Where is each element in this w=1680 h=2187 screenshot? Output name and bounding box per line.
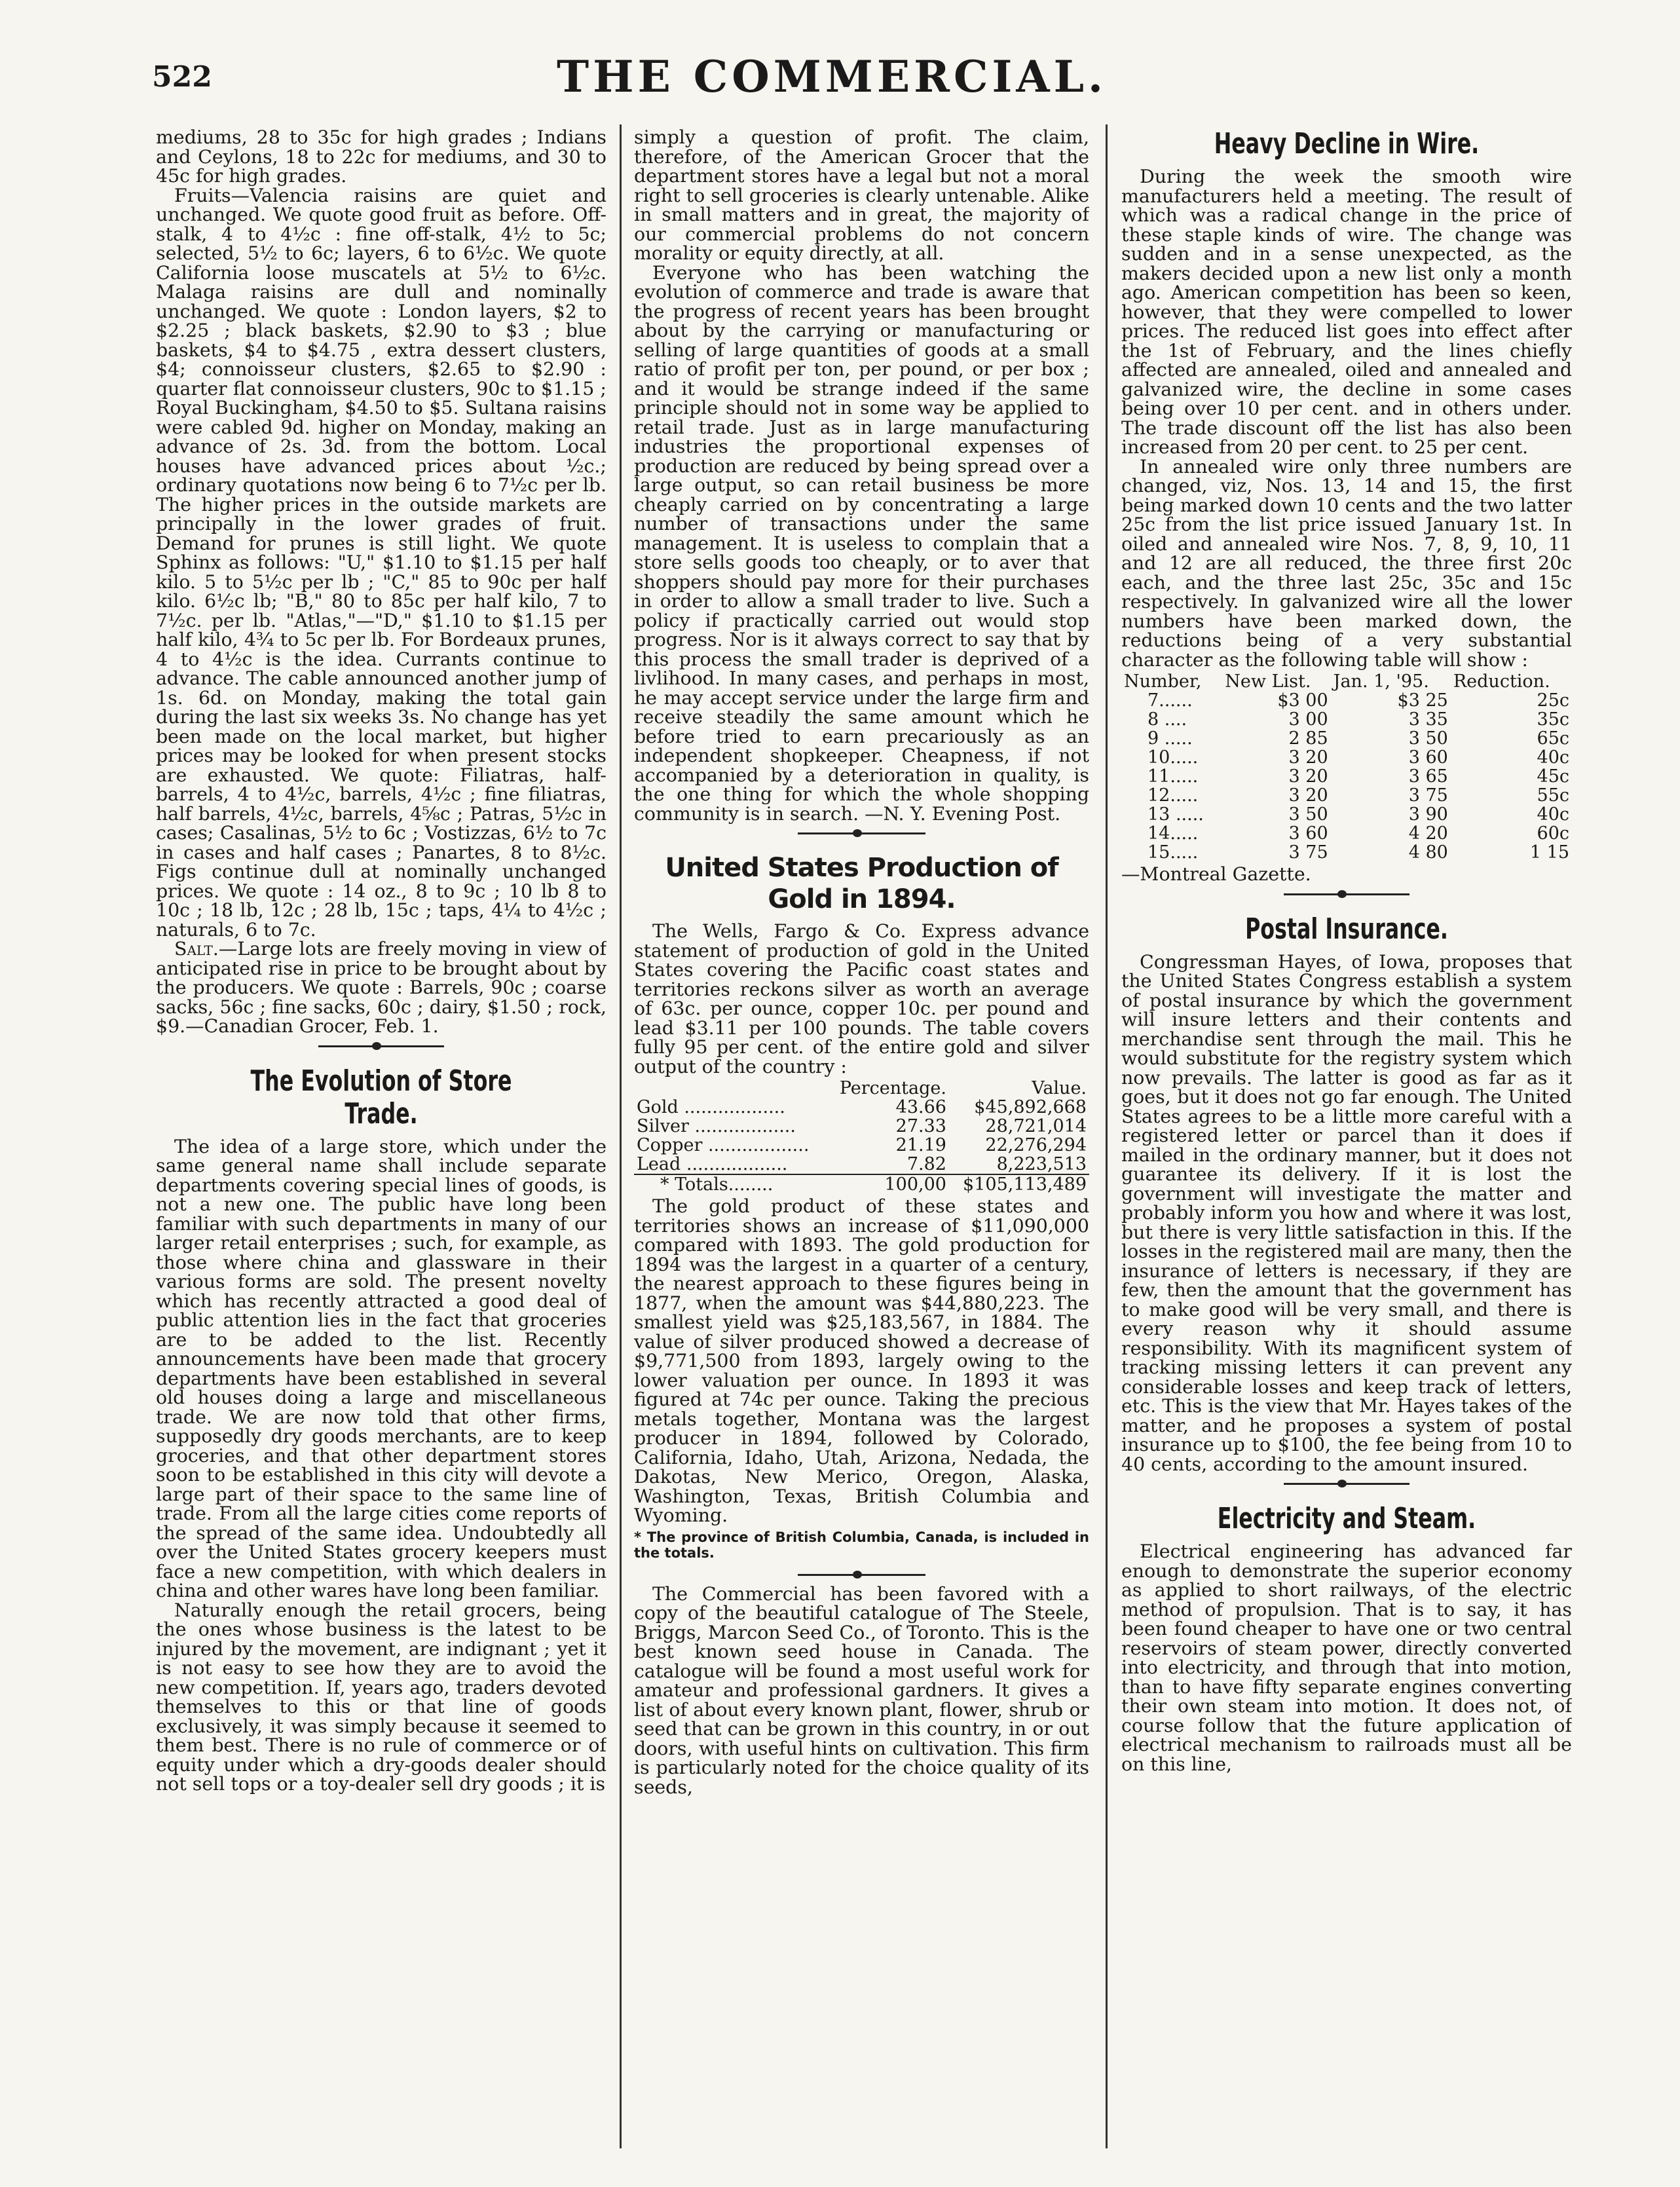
table-cell: 3 00 [1288, 709, 1328, 730]
table-cell: 8,223,513 [996, 1154, 1087, 1174]
paragraph: The gold product of these states and territories shows an increase of $11,090,000 compared with 1893. The gold production for 1894 was the largest in a quarter of a century, the nearest approach to these figures being in 1877, when the amount was $44,880,223. The smallest yield was $25,183,567, in 1884. The value of silver produced showed a decrease of $9,771,500 from 1893, largely owing to the lower valuation per ounce. In 1893 it was figured at 74c per ounce. Taking the precious metals together, Montana was the largest producer in 1894, followed by Colorado, California, Idaho, Utah, Arizona, Nedada, the Dakotas, New Merico, Oregon, Alaska, Washington, Texas, British Columbia and Wyoming. [634, 1195, 1089, 1526]
table-cell: $45,892,668 [974, 1097, 1087, 1117]
paragraph: simply a question of profit. The claim, therefore, of the American Grocer that the department stores have a legal but not a moral right to sell groceries is clearly untenable. Alike in small matters and in great, the majority of our commercial problems do not concern morality or equity directly, at all. [634, 128, 1089, 264]
table-cell: 3 65 [1408, 766, 1448, 787]
table-cell: 14..... [1148, 823, 1199, 844]
table-cell: 3 75 [1288, 842, 1328, 863]
table-cell: 3 35 [1408, 709, 1448, 730]
table-cell: Gold .................. [637, 1097, 785, 1117]
table-header: New List. [1225, 671, 1311, 692]
salt-label: Salt. [174, 938, 219, 960]
table-cell: 21.19 [895, 1135, 946, 1155]
table-cell: 3 60 [1288, 823, 1328, 844]
table-total-row [634, 1174, 1089, 1194]
paragraph: Naturally enough the retail grocers, being the ones whose business is the latest to be injured by the movement, are indignant ; yet it is not easy to see how they are to avoid the new competition. If, years ago, traders devoted themselves to this or that line of goods exclusively, it was simply because it seemed to them best. There is no rule of commerce or of equity under which a dry-goods dealer should not sell tops or a toy-dealer sell dry goods ; it is [156, 1599, 607, 1795]
table-cell: 12..... [1148, 785, 1199, 806]
table-row [1121, 748, 1572, 767]
section-separator [634, 823, 1089, 843]
footnote: * The province of British Columbia, Canada, is included in the totals. [634, 1529, 1089, 1561]
table-header: Value. [1032, 1078, 1087, 1098]
table-cell: 3 20 [1288, 766, 1328, 787]
table-cell: 3 75 [1408, 785, 1448, 806]
table-cell: Lead .................. [637, 1154, 788, 1174]
table-header-row [634, 1079, 1089, 1098]
table-cell: 13 ..... [1148, 804, 1204, 825]
table-header [634, 1079, 827, 1098]
column-rule [620, 124, 622, 2148]
headline-gold: United States Production of Gold in 1894. [665, 853, 1058, 914]
table-row [634, 1155, 1089, 1174]
table-row [634, 1136, 1089, 1155]
table-cell: 11..... [1148, 766, 1199, 787]
table-cell: 27.33 [895, 1116, 946, 1136]
paragraph: Congressman Hayes, of Iowa, proposes that the United States Congress establish a system of postal insurance by which the government will insure letters and their contents and merchandise sent through the mail. This he would substitute for the registry system which now prevails. The latter is good as far as it goes, but it does not go far enough. The United States agrees to be a little more careful with a registered letter or parcel than it does if mailed in the ordinary manner, but it does not guarantee its delivery. If it is lost the government will investigate the matter and probably inform you how and where it was lost, but there is very little satisfaction in this. If the losses in the registered mail are many, then the insurance of letters is necessary, if they are few, then the amount that the government has to make good will be very small, and there is every reason why it should assume responsibility. With its magnificent system of tracking missing letters it can prevent any considerable losses and keep track of letters, etc. This is the view that Mr. Hayes takes of the matter, and he proposes a system of postal insurance up to $100, the fee being from 10 to 40 cents, according to the amount insured. [1121, 950, 1572, 1475]
table-cell: 3 50 [1288, 804, 1328, 825]
section-separator [156, 1036, 607, 1056]
table-cell: 43.66 [895, 1097, 946, 1117]
table-cell: 40c [1537, 804, 1569, 825]
headline-wire: Heavy Decline in Wire. [1214, 128, 1480, 160]
table-cell: Silver .................. [637, 1116, 796, 1136]
headline-electricity: Electricity and Steam. [1217, 1502, 1476, 1535]
paragraph: During the week the smooth wire manufacturers held a meeting. The result of which was a radical change in the price of these staple kinds of wire. The change was sudden and in a sense unexpected, as the makers decided upon a new list only a month ago. American competition has been so keen, however, that they were compelled to lower prices. The reduced list goes into effect after the 1st of February, and the lines chiefly affected are annealed, oiled and annealed and galvanized wire, the decline in some cases being over 10 per cent. and in others under. The trade discount off the list has also been increased from 20 per cent. to 25 per cent. [1121, 166, 1572, 458]
table-cell: 2 85 [1288, 728, 1328, 749]
section-separator [634, 1565, 1089, 1584]
table-cell: 4 80 [1408, 842, 1448, 863]
section-separator [1121, 1474, 1572, 1493]
table-cell: 3 60 [1408, 747, 1448, 768]
table-cell: 65c [1537, 728, 1569, 749]
table-cell: 100,00 [884, 1174, 946, 1195]
table-cell: 60c [1537, 823, 1569, 844]
table-row [1121, 824, 1572, 843]
table-cell: 55c [1537, 785, 1569, 806]
paragraph: Fruits—Valencia raisins are quiet and unchanged. We quote good fruit as before. Off-stalk, 4 to 4½c : fine off-stalk, 4½ to 5c; selected, 5½ to 6c; layers, 6 to 6½c. We quote California loose muscatels at 5½ to 6½c. Malaga raisins are dull and nominally unchanged. We quote : London layers, $2 to $2.25 ; black baskets, $2.90 to $3 ; blue baskets, $4 to $4.75 , extra dessert clusters, $4; connoisseur clusters, $2.65 to $2.90 : quarter flat connoisseur clusters, 90c to $1.15 ; Royal Buckingham, $4.50 to $5. Sultana raisins were cabled 9d. higher on Monday, making an advance of 2s. 3d. from the bottom. Local houses have advanced prices about ½c.; ordinary quotations now being 6 to 7½c per lb. The higher prices in the outside markets are principally in the lower grades of fruit. Demand for prunes is still light. We quote Sphinx as follows: "U," $1.10 to $1.15 per half kilo. 5 to 5½c per lb ; "C," 85 to 90c per half kilo. 6½c lb; "B," 80 to 85c per half kilo, 7 to 7½c. per lb. "Atlas,"—"D," $1.10 to $1.15 per half kilo, 4¾ to 5c per lb. For Bordeaux prunes, 4 to 4½c is the idea. Currants continue to advance. The cable announced another jump of 1s. 6d. on Monday, making the total gain during the last six weeks 3s. No change has yet been made on the local market, but higher prices may be looked for when present stocks are exhausted. We quote: Filiatras, half-barrels, 4 to 4½c, barrels, 4½c ; fine filiatras, half barrels, 4½c, barrels, 4⅝c ; Patras, 5½c in cases; Casalinas, 5½ to 6c ; Vostizzas, 6½ to 7c in cases and half cases ; Panartes, 8 to 8½c. Figs continue dull at nominally unchanged prices. We quote : 14 oz., 8 to 9c ; 10 lb 8 to 10c ; 18 lb, 12c ; 28 lb, 15c ; taps, 4¼ to 4½c ; naturals, 6 to 7c. [156, 184, 607, 941]
table-row [1121, 805, 1572, 824]
paragraph: The Wells, Fargo & Co. Express advance statement of production of gold in the United States covering the Pacific coast states and territories reckons silver as worth an average of 63c. per ounce, copper 10c. per pound and lead $3.11 per 100 pounds. The table covers fully 95 per cent. of the entire gold and silver output of the country : [634, 920, 1089, 1077]
table-cell: 8 .... [1148, 709, 1187, 730]
paragraph: The idea of a large store, which under the same general name shall include separate departments covering special lines of goods, is not a new one. The public have long been familiar with such departments in many of our larger retail enterprises ; such, for example, as those where china and glassware in their various forms are sold. The present novelty which has recently attracted a good deal of public attention lies in the fact that groceries are to be added to the list. Recently announcements have been made that grocery departments have been established in several old houses doing a large and miscellaneous trade. We are now told that other firms, supposedly dry goods merchants, are to keep groceries, and that other department stores soon to be established in this city will devote a large part of their space to the same line of trade. From all the large cities come reports of the spread of the same idea. Undoubtedly all over the United States grocery keepers must face a new competition, with which dealers in china and other wares have long been familiar. [156, 1135, 607, 1601]
column-1 [156, 128, 607, 2145]
table-cell: 25c [1537, 690, 1569, 711]
gold-table [634, 1079, 1089, 1194]
column-3 [1121, 128, 1572, 2145]
table-header: Percentage. [839, 1078, 946, 1098]
paragraph: In annealed wire only three numbers are changed, viz, Nos. 13, 14 and 15, the first being marked down 10 cents and the two latter 25c from the list price issued January 1st. In oiled and annealed wire Nos. 7, 8, 9, 10, 11 and 12 are all reduced, the three first 20c each, and the three last 25c, 35c and 15c respectively. In galvanized wire all the lower numbers have been marked down, the reductions being of a very substantial character as the following table will show : [1121, 455, 1572, 671]
table-header: Reduction. [1453, 671, 1550, 692]
wire-table [1121, 672, 1572, 862]
table-row [1121, 767, 1572, 786]
table-cell: 28,721,014 [985, 1116, 1087, 1136]
table-cell: 15..... [1148, 842, 1199, 863]
table-cell: 3 20 [1288, 747, 1328, 768]
table-cell: Copper .................. [637, 1135, 810, 1155]
table-cell: 1 15 [1529, 842, 1569, 863]
table-row [634, 1117, 1089, 1136]
table-header: Jan. 1, '95. [1333, 671, 1429, 692]
table-cell: 3 20 [1288, 785, 1328, 806]
headline-evolution: The Evolution of Store Trade. [250, 1064, 512, 1131]
paragraph: Electrical engineering has advanced far enough to demonstrate the superior economy as applied to short railways, of the electric method of propulsion. That is to say, it has been found cheaper to have one or two central reservoirs of steam power, directly converted into electricity, and through that into motion, than to have fifty separate engines converting their own steam into motion. It does not, of course follow that the future application of electrical mechanism to railroads must all be on this line, [1121, 1541, 1572, 1775]
table-row [634, 1098, 1089, 1117]
column-rule [1106, 124, 1108, 2148]
table-row [1121, 786, 1572, 805]
table-cell: 10..... [1148, 747, 1199, 768]
table-cell: $3 25 [1397, 690, 1448, 711]
table-cell: 3 90 [1408, 804, 1448, 825]
table-header: Number, [1124, 671, 1202, 692]
column-2 [634, 128, 1089, 2145]
paragraph-text: —Large lots are freely moving in view of anticipated rise in price to be brought about by the producers. We quote : Barrels, 90c ; coarse sacks, 56c ; fine sacks, 60c ; dairy, $1.50 ; rock, $9.—Canadian Grocer, Feb. 1. [156, 938, 607, 1037]
table-cell: 7...... [1148, 690, 1193, 711]
table-cell: 3 50 [1408, 728, 1448, 749]
table-header-row [1121, 672, 1572, 691]
table-cell: * Totals........ [660, 1174, 774, 1195]
table-cell: 9 ..... [1148, 728, 1193, 749]
table-cell: 7.82 [906, 1154, 946, 1174]
table-cell: 4 20 [1408, 823, 1448, 844]
table-row [1121, 843, 1572, 862]
credit-line: —Montreal Gazette. [1121, 863, 1311, 885]
section-separator [1121, 884, 1572, 904]
headline-postal: Postal Insurance. [1245, 912, 1448, 946]
paragraph: The Commercial has been favored with a copy of the beautiful catalogue of The Steele, Briggs, Marcon Seed Co., of Toronto. This is the best known seed house in Canada. The catalogue will be found a most useful work for amateur and professional gardners. It gives a list of about every known plant, flower, shrub or seed that can be grown in this country, in or out doors, with useful hints on cultivation. This firm is particularly noted for the choice quality of its seeds, [634, 1582, 1089, 1798]
table-cell: 22,276,294 [985, 1135, 1087, 1155]
table-cell: 40c [1537, 747, 1569, 768]
paragraph: Everyone who has been watching the evolution of commerce and trade is aware that the progress of recent years has been brought about by the carrying or manufacturing or selling of large quantities of goods at a small ratio of profit per ton, per pound, or per box ; and it would be strange indeed if the same principle should not in some way be applied to retail trade. Just as in large manufacturing industries the proportional expenses of production are reduced by being spread over a large output, so can retail business be more cheaply carried on by concentrating a large number of transactions under the same management. It is useless to complain that a store sells goods too cheaply, or to aver that shoppers should pay more for their purchases in order to allow a small trader to live. Such a policy if practically carried out would stop progress. Nor is it always correct to say that by this process the small trader is deprived of a livlihood. In many cases, and perhaps in most, he may accept service under the large firm and receive steadily the same amount which he before tried to earn precariously as an independent shopkeeper. Cheapness, if not accompanied by a deterioration in quality, is the one thing for which the whole shopping community is in search. —N. Y. Evening Post. [634, 261, 1089, 825]
table-cell: $3 00 [1277, 690, 1328, 711]
paragraph: mediums, 28 to 35c for high grades ; Indians and Ceylons, 18 to 22c for mediums, and 30 to 45c for high grades. [156, 128, 607, 187]
table-row [1121, 691, 1572, 710]
table-row [1121, 729, 1572, 748]
masthead-title: THE COMMERCIAL. [556, 51, 1108, 102]
table-cell: 45c [1537, 766, 1569, 787]
paragraph [156, 939, 607, 1036]
table-cell: 35c [1537, 709, 1569, 730]
page-number: 522 [152, 60, 212, 94]
table-row [1121, 710, 1572, 729]
table-cell: $105,113,489 [963, 1174, 1087, 1195]
